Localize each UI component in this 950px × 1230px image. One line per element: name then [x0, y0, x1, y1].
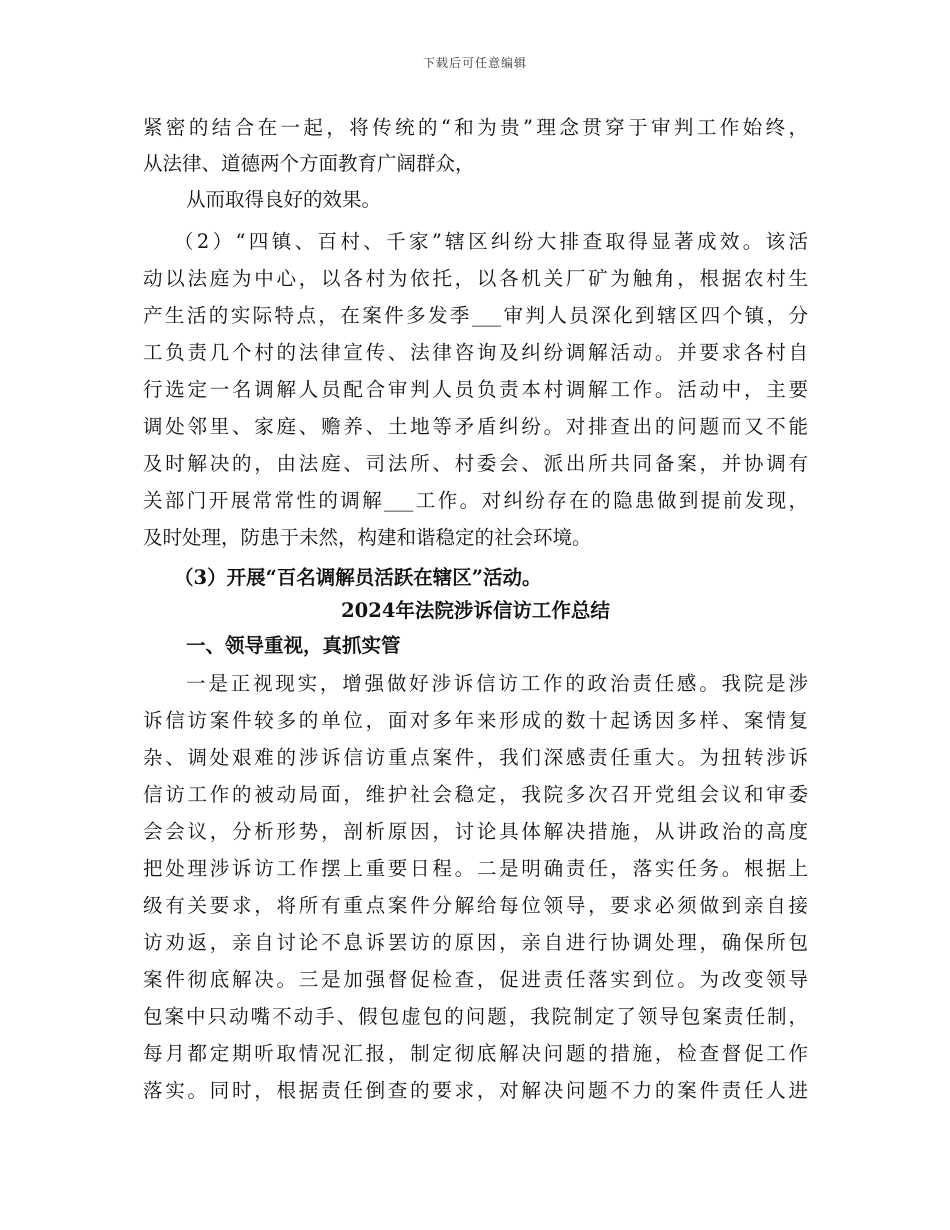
paragraph-line: （2）“四镇、百村、千家”辖区纠纷大排查取得显著成效。该活: [174, 230, 808, 253]
paragraph-line: 杂、调处艰难的涉诉信访重点案件，我们深感责任重大。为扭转涉诉: [143, 746, 808, 769]
paragraph-line: 调处邻里、家庭、赡养、土地等矛盾纠纷。对排查出的问题而又不能: [143, 415, 808, 438]
paragraph-line: 紧密的结合在一起，将传统的“和为贵”理念贯穿于审判工作始终，: [143, 116, 808, 139]
document-title: 2024年法院涉诉信访工作总结: [341, 599, 610, 622]
paragraph-line: 会会议，分析形势，剖析原因，讨论具体解决措施，从讲政治的高度: [143, 820, 808, 843]
paragraph-line: 访劝返，亲自讨论不息诉罢访的原因，亲自进行协调处理，确保所包: [143, 931, 808, 954]
paragraph-line: 案件彻底解决。三是加强督促检查，促进责任落实到位。为改变领导: [143, 968, 808, 991]
paragraph-line: 产生活的实际特点，在案件多发季___审判人员深化到辖区四个镇，分: [143, 304, 808, 327]
paragraph-line: 从而取得良好的效果。: [186, 188, 382, 211]
section-heading: （3）开展“百名调解员活跃在辖区”活动。: [174, 566, 542, 589]
paragraph-line: 级有关要求，将所有重点案件分解给每位领导，要求必须做到亲自接: [143, 894, 808, 917]
paragraph-line: 从法律、道德两个方面教育广阔群众，: [143, 152, 475, 175]
paragraph-line: 关部门开展常常性的调解___工作。对纠纷存在的隐患做到提前发现，: [143, 489, 808, 512]
paragraph-line: 诉信访案件较多的单位，面对多年来形成的数十起诱因多样、案情复: [143, 709, 808, 732]
paragraph-line: 行选定一名调解人员配合审判人员负责本村调解工作。活动中，主要: [143, 378, 808, 401]
paragraph-line: 及时处理，防患于未然，构建和谐稳定的社会环境。: [143, 526, 592, 549]
paragraph-line: 包案中只动嘴不动手、假包虚包的问题，我院制定了领导包案责任制，: [143, 1005, 808, 1028]
page-header: 下载后可任意编辑: [422, 56, 527, 70]
paragraph-line: 及时解决的，由法庭、司法所、村委会、派出所共同备案，并协调有: [143, 452, 808, 475]
paragraph-line: 落实。同时，根据责任倒查的要求，对解决问题不力的案件责任人进: [143, 1079, 808, 1102]
paragraph-line: 每月都定期听取情况汇报，制定彻底解决问题的措施，检查督促工作: [143, 1042, 808, 1065]
paragraph-line: 工负责几个村的法律宣传、法律咨询及纠纷调解活动。并要求各村自: [143, 341, 808, 364]
paragraph-line: 信访工作的被动局面，维护社会稳定，我院多次召开党组会议和审委: [143, 783, 808, 806]
paragraph-line: 把处理涉诉访工作摆上重要日程。二是明确责任，落实任务。根据上: [143, 857, 808, 880]
section-heading: 一、领导重视，真抓实管: [186, 634, 401, 657]
paragraph-line: 一是正视现实，增强做好涉诉信访工作的政治责任感。我院是涉: [186, 672, 808, 695]
paragraph-line: 动以法庭为中心，以各村为依托，以各机关厂矿为触角，根据农村生: [143, 267, 808, 290]
